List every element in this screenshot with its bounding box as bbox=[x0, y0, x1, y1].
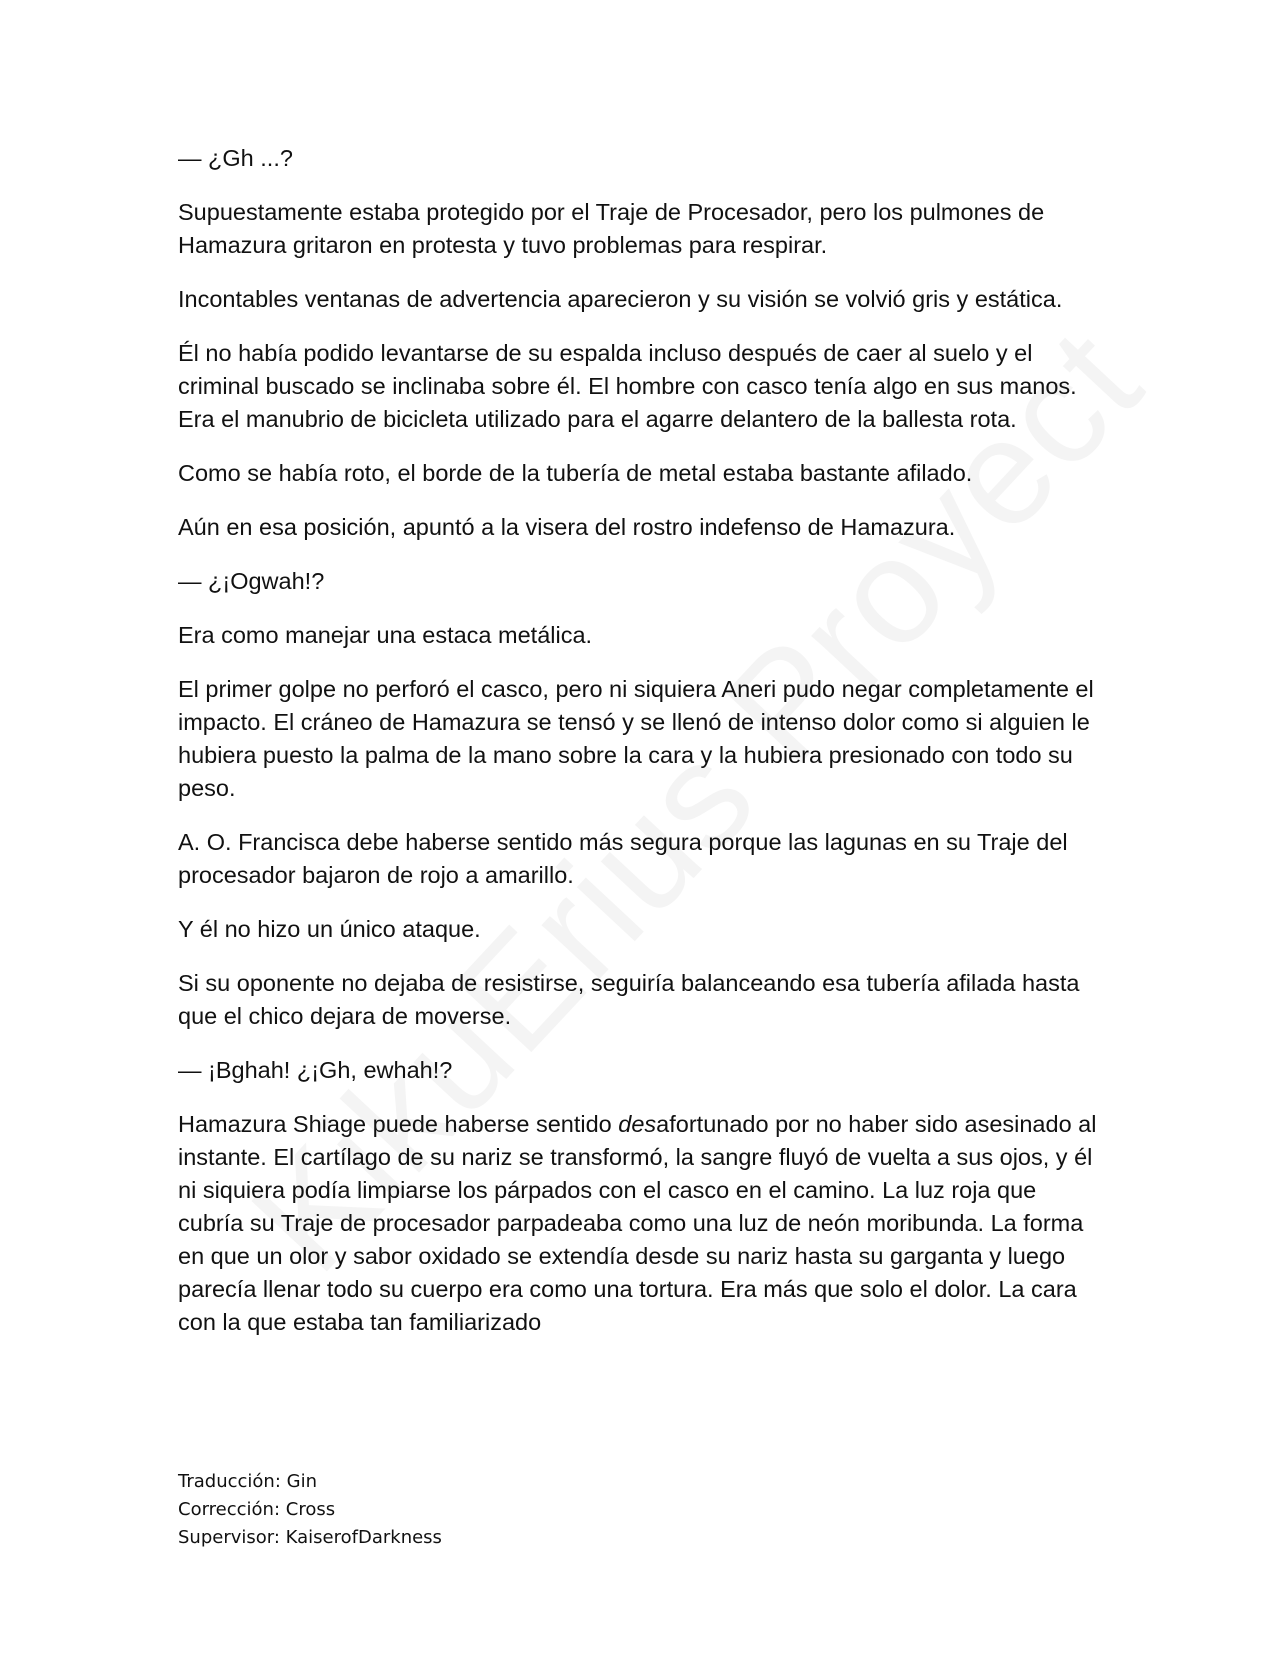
credit-supervisor: Supervisor: KaiserofDarkness bbox=[178, 1527, 442, 1548]
paragraph: Era como manejar una estaca metálica. bbox=[178, 622, 593, 648]
paragraph-last bbox=[178, 1108, 1108, 1339]
paragraph: Y él no hizo un único ataque. bbox=[178, 916, 481, 942]
paragraph: Incontables ventanas de advertencia aparecieron y su visión se volvió gris y estática. bbox=[178, 286, 1063, 312]
credit-translation: Traducción: Gin bbox=[178, 1471, 317, 1492]
paragraph: Él no había podido levantarse de su espalda incluso después de caer al suelo y el criminal buscado se inclinaba sobre él. El hombre con casco tenía algo en sus manos. Era el manubrio de bicicleta utilizado para el agarre delantero de la ballesta rota. bbox=[178, 340, 1077, 432]
paragraph: — ¡Bghah! ¿¡Gh, ewhah!? bbox=[178, 1057, 453, 1083]
credits-block bbox=[178, 1468, 442, 1552]
paragraph: Como se había roto, el borde de la tubería de metal estaba bastante afilado. bbox=[178, 460, 973, 486]
paragraph: Supuestamente estaba protegido por el Traje de Procesador, pero los pulmones de Hamazura gritaron en protesta y tuvo problemas para respirar. bbox=[178, 199, 1045, 258]
paragraph: — ¿¡Ogwah!? bbox=[178, 568, 325, 594]
paragraph: — ¿Gh ...? bbox=[178, 145, 293, 171]
paragraph: Aún en esa posición, apuntó a la visera del rostro indefenso de Hamazura. bbox=[178, 514, 956, 540]
document-body bbox=[178, 142, 1108, 1360]
paragraph: Si su oponente no dejaba de resistirse, seguiría balanceando esa tubería afilada hasta que el chico dejara de moverse. bbox=[178, 970, 1080, 1029]
paragraph-text: afortunado por no haber sido asesinado al instante. El cartílago de su nariz se transformó, la sangre fluyó de vuelta a sus ojos, y él ni siquiera podía limpiarse los párpados con el casco en el camino. La luz roja que cubría su Traje de procesador parpadeaba como una luz de neón moribunda. La forma en que un olor y sabor oxidado se extendía desde su nariz hasta su garganta y luego parecía llenar todo su cuerpo era como una tortura. Era más que solo el dolor. La cara con la que estaba tan familiarizado bbox=[178, 1111, 1097, 1335]
credit-correction: Corrección: Cross bbox=[178, 1499, 336, 1520]
paragraph: A. O. Francisca debe haberse sentido más segura porque las lagunas en su Traje del procesador bajaron de rojo a amarillo. bbox=[178, 829, 1068, 888]
paragraph-text: Hamazura Shiage puede haberse sentido bbox=[178, 1111, 619, 1137]
emphasized-text: des bbox=[618, 1111, 657, 1137]
paragraph: El primer golpe no perforó el casco, pero ni siquiera Aneri pudo negar completamente el impacto. El cráneo de Hamazura se tensó y se llenó de intenso dolor como si alguien le hubiera puesto la palma de la mano sobre la cara y la hubiera presionado con todo su peso. bbox=[178, 676, 1094, 801]
